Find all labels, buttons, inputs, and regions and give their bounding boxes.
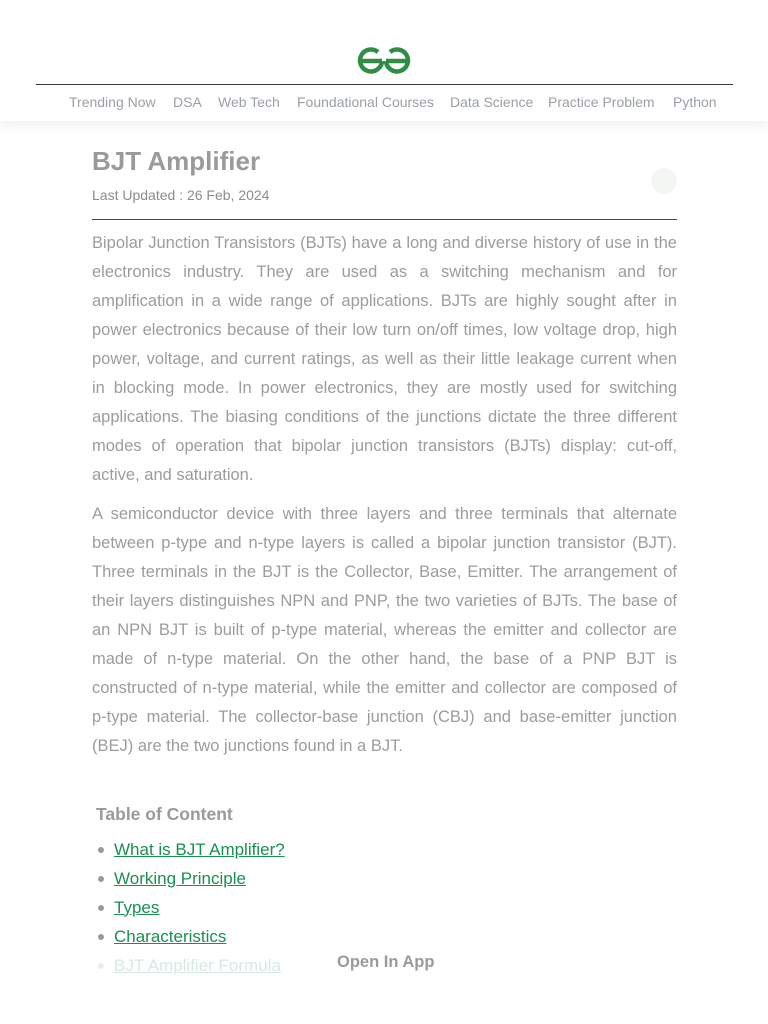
- toc-item: [96, 951, 285, 980]
- toc-link-types[interactable]: Types: [114, 897, 160, 917]
- nav-practice-problem[interactable]: Practice Problem: [548, 94, 655, 110]
- toc-list: [96, 835, 285, 980]
- title-divider: [92, 219, 677, 220]
- site-header: [0, 0, 768, 124]
- bullet-icon: [98, 934, 104, 940]
- bullet-icon: [98, 963, 104, 969]
- bullet-icon: [98, 847, 104, 853]
- nav-python[interactable]: Python: [673, 94, 717, 110]
- toc-item: [96, 922, 285, 951]
- nav-trending-now[interactable]: Trending Now: [69, 94, 156, 110]
- toc-link-characteristics[interactable]: Characteristics: [114, 926, 227, 946]
- bullet-icon: [98, 905, 104, 911]
- article-paragraph-1: Bipolar Junction Transistors (BJTs) have a long and diverse history of use in the electronics industry. They are used as a switching mechanism and for amplification in a wide range of applications. BJTs are highly sought after in power electronics because of their low turn on/off times, low voltage drop, high power, voltage, and current ratings, as well as their little leakage current when in blocking mode. In power electronics, they are mostly used for switching applications. The biasing conditions of the junctions dictate the three different modes of operation that bipolar junction transistors (BJTs) display: cut-off, active, and saturation.: [92, 234, 677, 484]
- toc-item: [96, 893, 285, 922]
- gfg-logo[interactable]: [354, 44, 414, 78]
- nav-data-science[interactable]: Data Science: [450, 94, 534, 110]
- toc-link-bjt-amplifier-formula[interactable]: BJT Amplifier Formula: [114, 955, 281, 975]
- top-nav: [0, 85, 768, 121]
- nav-foundational-courses[interactable]: Foundational Courses: [297, 94, 434, 110]
- nav-web-tech[interactable]: Web Tech: [218, 94, 280, 110]
- nav-dsa[interactable]: DSA: [173, 94, 202, 110]
- last-updated: Last Updated : 26 Feb, 2024: [92, 187, 270, 203]
- bullet-icon: [98, 876, 104, 882]
- toc-link-what-is-bjt-amplifier[interactable]: What is BJT Amplifier?: [114, 839, 285, 859]
- toc-link-working-principle[interactable]: Working Principle: [114, 868, 246, 888]
- open-in-app-button[interactable]: Open In App: [337, 953, 435, 971]
- toc-title: Table of Content: [96, 804, 233, 824]
- toc-item: [96, 864, 285, 893]
- article-title: BJT Amplifier: [92, 146, 261, 176]
- bookmark-button[interactable]: [651, 168, 677, 194]
- toc-item: [96, 835, 285, 864]
- article-paragraph-2: A semiconductor device with three layers and three terminals that alternate between p-type and n-type layers is called a bipolar junction transistor (BJT). Three terminals in the BJT is the Collector, Base, Emitter. The arrangement of their layers distinguishes NPN and PNP, the two varieties of BJTs. The base of an NPN BJT is built of p-type material, whereas the emitter and collector are made of n-type material. On the other hand, the base of a PNP BJT is constructed of n-type material, while the emitter and collector are composed of p-type material. The collector-base junction (CBJ) and base-emitter junction (BEJ) are the two junctions found in a BJT.: [92, 505, 677, 755]
